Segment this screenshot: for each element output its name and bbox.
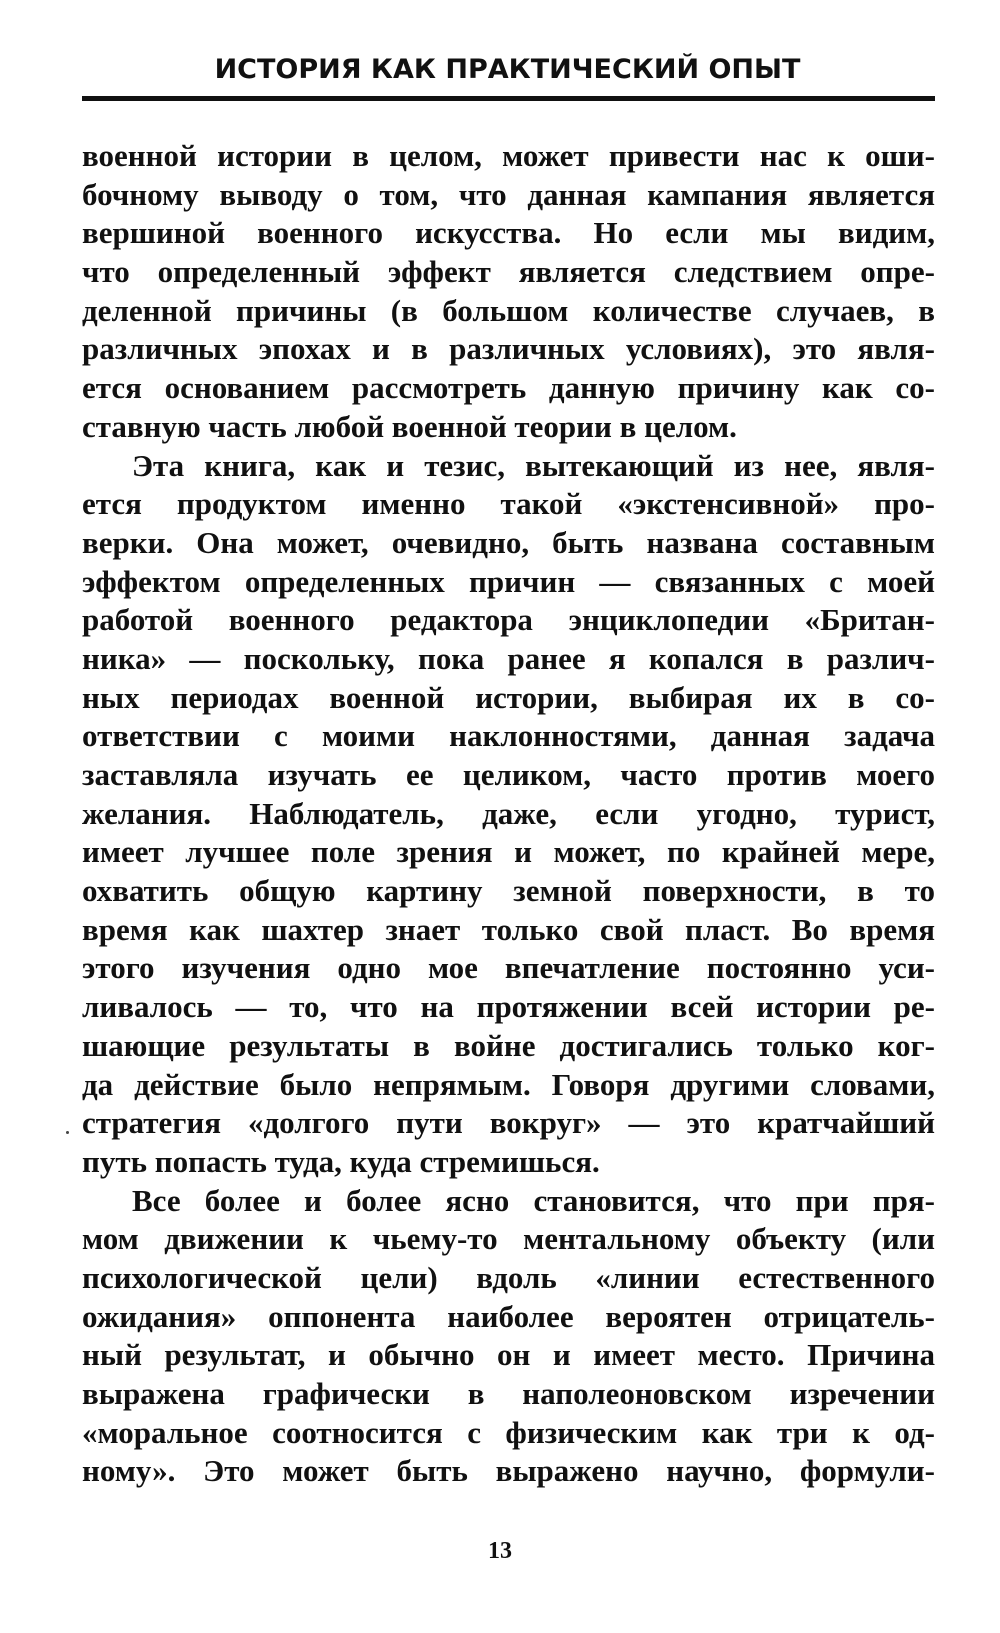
text-line: бочному выводу о том, что данная кампания является: [82, 176, 935, 212]
text-line: работой военного редактора энциклопедии «Британ-: [82, 602, 935, 638]
text-line: ожидания» оппонента наиболее вероятен отрицатель-: [82, 1298, 935, 1334]
text-line: различных эпохах и в различных условиях), это явля-: [82, 331, 935, 367]
text-line: эффектом определенных причин — связанных с моей: [82, 563, 935, 599]
text-line: выражена графически в наполеоновском изречении: [82, 1376, 935, 1411]
paragraph-2: [82, 447, 935, 1182]
text-line: ется основанием рассмотреть данную причину как со-: [82, 370, 935, 406]
text-line: ответствии с моими наклонностями, данная задача: [82, 718, 935, 754]
text-line: военной истории в целом, может привести нас к оши-: [82, 138, 935, 173]
text-line: стратегия «долгого пути вокруг» — это кратчайший: [82, 1105, 935, 1141]
text-line: вершиной военного искусства. Но если мы видим,: [82, 215, 935, 251]
text-line: ный результат, и обычно он и имеет место. Причина: [82, 1337, 935, 1373]
text-line: мом движении к чьему-то ментальному объекту (или: [82, 1221, 935, 1257]
page-number: 13: [488, 1538, 512, 1564]
text-line: ется продуктом именно такой «экстенсивной» про-: [82, 486, 935, 522]
text-line: «моральное соотносится с физическим как три к од-: [82, 1414, 935, 1450]
text-line: имеет лучшее поле зрения и может, по крайней мере,: [82, 834, 935, 870]
text-line: ных периодах военной истории, выбирая их в со-: [82, 679, 935, 715]
text-line: да действие было непрямым. Говоря другими словами,: [82, 1066, 935, 1102]
header-rule: [82, 96, 935, 101]
text-line: шающие результаты в войне достигались только ког-: [82, 1027, 935, 1063]
paragraph-3: [82, 1182, 935, 1492]
text-line: путь попасть туда, куда стремишься.: [82, 1143, 600, 1179]
text-line: Все более и более ясно становится, что при пря-: [132, 1182, 935, 1218]
text-line: ливалось — то, что на протяжении всей истории ре-: [82, 989, 935, 1025]
text-line: охватить общую картину земной поверхности, в то: [82, 873, 935, 909]
text-line: ника» — поскольку, пока ранее я копался в различ-: [82, 640, 935, 676]
print-speck: [66, 1131, 69, 1134]
text-line: желания. Наблюдатель, даже, если угодно, турист,: [82, 795, 935, 831]
text-line: ставную часть любой военной теории в целом.: [82, 408, 737, 444]
text-line: ному». Это может быть выражено научно, формули-: [82, 1453, 935, 1489]
text-line: верки. Она может, очевидно, быть названа составным: [82, 524, 935, 560]
text-line: время как шахтер знает только свой пласт. Во время: [82, 911, 935, 947]
text-line: психологической цели) вдоль «линии естественного: [82, 1259, 935, 1295]
text-line: этого изучения одно мое впечатление постоянно уси-: [82, 950, 935, 986]
running-title: ИСТОРИЯ КАК ПРАКТИЧЕСКИЙ ОПЫТ: [214, 54, 801, 85]
text-line: заставляла изучать ее целиком, часто против моего: [82, 757, 935, 792]
text-line: что определенный эффект является следствием опре-: [82, 254, 935, 290]
text-line: Эта книга, как и тезис, вытекающий из нее, явля-: [132, 447, 935, 483]
paragraph-1: [82, 137, 935, 447]
text-line: деленной причины (в большом количестве случаев, в: [82, 292, 935, 328]
body-text: [82, 137, 935, 1491]
